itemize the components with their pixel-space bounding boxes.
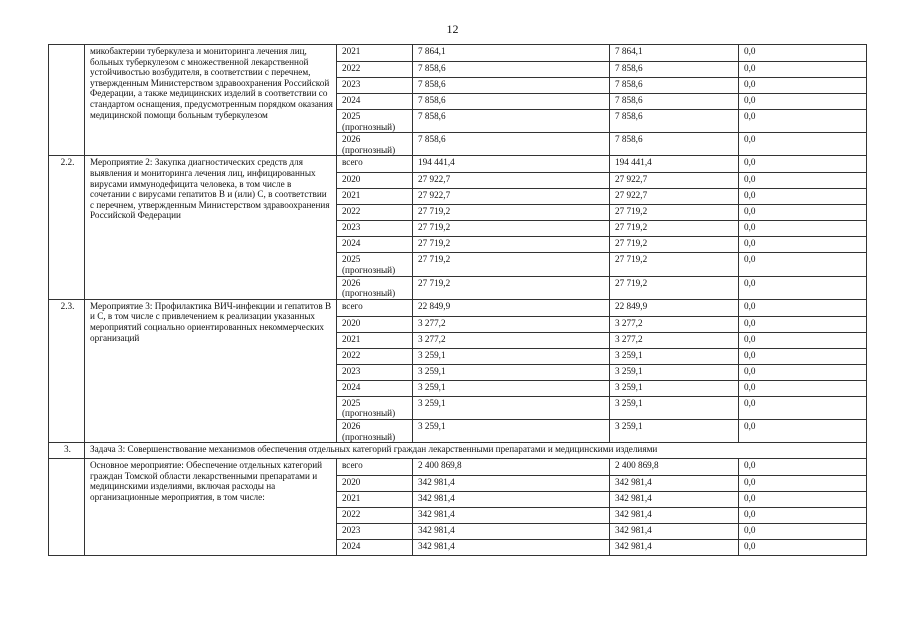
federal-budget-cell: 3 259,1 [610, 348, 739, 364]
federal-budget-cell: 342 981,4 [610, 524, 739, 540]
total-cell: 194 441,4 [413, 156, 610, 173]
federal-budget-cell: 27 719,2 [610, 237, 739, 253]
total-cell: 7 858,6 [413, 94, 610, 110]
federal-budget-cell: 27 719,2 [610, 253, 739, 276]
other-sources-cell: 0,0 [739, 276, 867, 299]
total-cell: 3 259,1 [413, 419, 610, 442]
event-2-description: Мероприятие 3: Профилактика ВИЧ-инфекции и гепатитов В и С, в том числе с привлечением к реализации указанных мероприятий социально ориентированных некоммерческих организаций [85, 299, 337, 442]
total-cell: 7 858,6 [413, 62, 610, 78]
other-sources-cell: 0,0 [739, 492, 867, 508]
other-sources-cell: 0,0 [739, 524, 867, 540]
other-sources-cell: 0,0 [739, 221, 867, 237]
year-cell: 2023 [337, 221, 413, 237]
total-cell: 3 259,1 [413, 364, 610, 380]
year-cell: 2020 [337, 316, 413, 332]
federal-budget-cell: 27 719,2 [610, 205, 739, 221]
other-sources-cell: 0,0 [739, 110, 867, 133]
table-row [49, 45, 867, 62]
event-0-number [49, 45, 85, 156]
federal-budget-cell: 3 277,2 [610, 332, 739, 348]
year-cell: 2024 [337, 237, 413, 253]
year-cell: 2022 [337, 62, 413, 78]
total-cell: 3 259,1 [413, 348, 610, 364]
federal-budget-cell: 27 719,2 [610, 276, 739, 299]
year-cell: 2025 (прогнозный) [337, 110, 413, 133]
event-0-description: микобактерии туберкулеза и мониторинга лечения лиц, больных туберкулезом с множественной лекарственной устойчивостью возбудителя, в соответствии с перечнем, утвержденным Министерством здравоохранения Российской Федерации, а также медицинских изделий в соответствии со стандартом оснащения, предусмотренным порядком оказания медицинской помощи больным туберкулезом [85, 45, 337, 156]
year-cell: 2026 (прогнозный) [337, 276, 413, 299]
federal-budget-cell: 342 981,4 [610, 508, 739, 524]
federal-budget-cell: 3 259,1 [610, 380, 739, 396]
federal-budget-cell: 27 922,7 [610, 173, 739, 189]
other-sources-cell: 0,0 [739, 540, 867, 556]
year-cell: 2021 [337, 492, 413, 508]
federal-budget-cell: 7 858,6 [610, 133, 739, 156]
total-cell: 7 858,6 [413, 133, 610, 156]
total-cell: 342 981,4 [413, 524, 610, 540]
other-sources-cell: 0,0 [739, 299, 867, 316]
federal-budget-cell: 7 864,1 [610, 45, 739, 62]
other-sources-cell: 0,0 [739, 332, 867, 348]
other-sources-cell: 0,0 [739, 156, 867, 173]
other-sources-cell: 0,0 [739, 419, 867, 442]
other-sources-cell: 0,0 [739, 380, 867, 396]
year-cell: 2026 (прогнозный) [337, 133, 413, 156]
other-sources-cell: 0,0 [739, 348, 867, 364]
other-sources-cell: 0,0 [739, 62, 867, 78]
total-cell: 3 277,2 [413, 332, 610, 348]
total-cell: 27 719,2 [413, 276, 610, 299]
other-sources-cell: 0,0 [739, 459, 867, 476]
total-cell: 27 719,2 [413, 221, 610, 237]
federal-budget-cell: 7 858,6 [610, 94, 739, 110]
total-cell: 342 981,4 [413, 508, 610, 524]
federal-budget-cell: 342 981,4 [610, 492, 739, 508]
task-title: Задача 3: Совершенствование механизмов обеспечения отдельных категорий граждан лекарственными препаратами и медицинскими изделиями [85, 443, 867, 459]
total-cell: 2 400 869,8 [413, 459, 610, 476]
total-cell: 27 719,2 [413, 205, 610, 221]
federal-budget-cell: 7 858,6 [610, 78, 739, 94]
other-sources-cell: 0,0 [739, 205, 867, 221]
main-event-description: Основное мероприятие: Обеспечение отдельных категорий граждан Томской области лекарственными препаратами и медицинскими изделиями, включая расходы на организационные мероприятия, в том числе: [85, 459, 337, 556]
federal-budget-cell: 27 719,2 [610, 221, 739, 237]
year-cell: 2026 (прогнозный) [337, 419, 413, 442]
year-cell: 2022 [337, 348, 413, 364]
federal-budget-cell: 7 858,6 [610, 110, 739, 133]
table-row [49, 299, 867, 316]
federal-budget-cell: 3 277,2 [610, 316, 739, 332]
total-cell: 342 981,4 [413, 492, 610, 508]
year-cell: 2021 [337, 189, 413, 205]
total-cell: 3 259,1 [413, 380, 610, 396]
other-sources-cell: 0,0 [739, 94, 867, 110]
year-cell: 2024 [337, 540, 413, 556]
federal-budget-cell: 3 259,1 [610, 396, 739, 419]
year-cell: всего [337, 156, 413, 173]
other-sources-cell: 0,0 [739, 237, 867, 253]
federal-budget-cell: 27 922,7 [610, 189, 739, 205]
federal-budget-cell: 342 981,4 [610, 540, 739, 556]
main-event-number [49, 459, 85, 556]
total-cell: 27 719,2 [413, 237, 610, 253]
other-sources-cell: 0,0 [739, 476, 867, 492]
year-cell: 2025 (прогнозный) [337, 396, 413, 419]
year-cell: 2022 [337, 205, 413, 221]
other-sources-cell: 0,0 [739, 508, 867, 524]
federal-budget-cell: 342 981,4 [610, 476, 739, 492]
federal-budget-cell: 7 858,6 [610, 62, 739, 78]
other-sources-cell: 0,0 [739, 189, 867, 205]
page-number: 12 [446, 22, 459, 36]
other-sources-cell: 0,0 [739, 45, 867, 62]
year-cell: 2023 [337, 78, 413, 94]
task-number: 3. [49, 443, 85, 459]
federal-budget-cell: 22 849,9 [610, 299, 739, 316]
funding-table [48, 44, 867, 556]
event-1-description: Мероприятие 2: Закупка диагностических средств для выявления и мониторинга лечения лиц, инфицированных вирусами иммунодефицита человека, в том числе в сочетании с вирусами гепатитов В и (или) С, в соответствии с перечнем, утвержденным Министерством здравоохранения Российской Федерации [85, 156, 337, 299]
year-cell: 2022 [337, 508, 413, 524]
federal-budget-cell: 3 259,1 [610, 419, 739, 442]
other-sources-cell: 0,0 [739, 364, 867, 380]
total-cell: 342 981,4 [413, 540, 610, 556]
year-cell: всего [337, 459, 413, 476]
federal-budget-cell: 194 441,4 [610, 156, 739, 173]
total-cell: 7 858,6 [413, 110, 610, 133]
total-cell: 3 277,2 [413, 316, 610, 332]
total-cell: 7 858,6 [413, 78, 610, 94]
year-cell: всего [337, 299, 413, 316]
table-row [49, 156, 867, 173]
year-cell: 2024 [337, 380, 413, 396]
year-cell: 2020 [337, 173, 413, 189]
other-sources-cell: 0,0 [739, 396, 867, 419]
year-cell: 2021 [337, 45, 413, 62]
total-cell: 27 922,7 [413, 189, 610, 205]
other-sources-cell: 0,0 [739, 316, 867, 332]
federal-budget-cell: 2 400 869,8 [610, 459, 739, 476]
year-cell: 2023 [337, 364, 413, 380]
task-row [49, 443, 867, 459]
event-2-number: 2.3. [49, 299, 85, 442]
total-cell: 22 849,9 [413, 299, 610, 316]
year-cell: 2020 [337, 476, 413, 492]
total-cell: 7 864,1 [413, 45, 610, 62]
total-cell: 27 922,7 [413, 173, 610, 189]
year-cell: 2023 [337, 524, 413, 540]
event-1-number: 2.2. [49, 156, 85, 299]
total-cell: 342 981,4 [413, 476, 610, 492]
total-cell: 3 259,1 [413, 396, 610, 419]
other-sources-cell: 0,0 [739, 173, 867, 189]
year-cell: 2024 [337, 94, 413, 110]
year-cell: 2021 [337, 332, 413, 348]
other-sources-cell: 0,0 [739, 78, 867, 94]
federal-budget-cell: 3 259,1 [610, 364, 739, 380]
year-cell: 2025 (прогнозный) [337, 253, 413, 276]
other-sources-cell: 0,0 [739, 253, 867, 276]
total-cell: 27 719,2 [413, 253, 610, 276]
table-row [49, 459, 867, 476]
other-sources-cell: 0,0 [739, 133, 867, 156]
